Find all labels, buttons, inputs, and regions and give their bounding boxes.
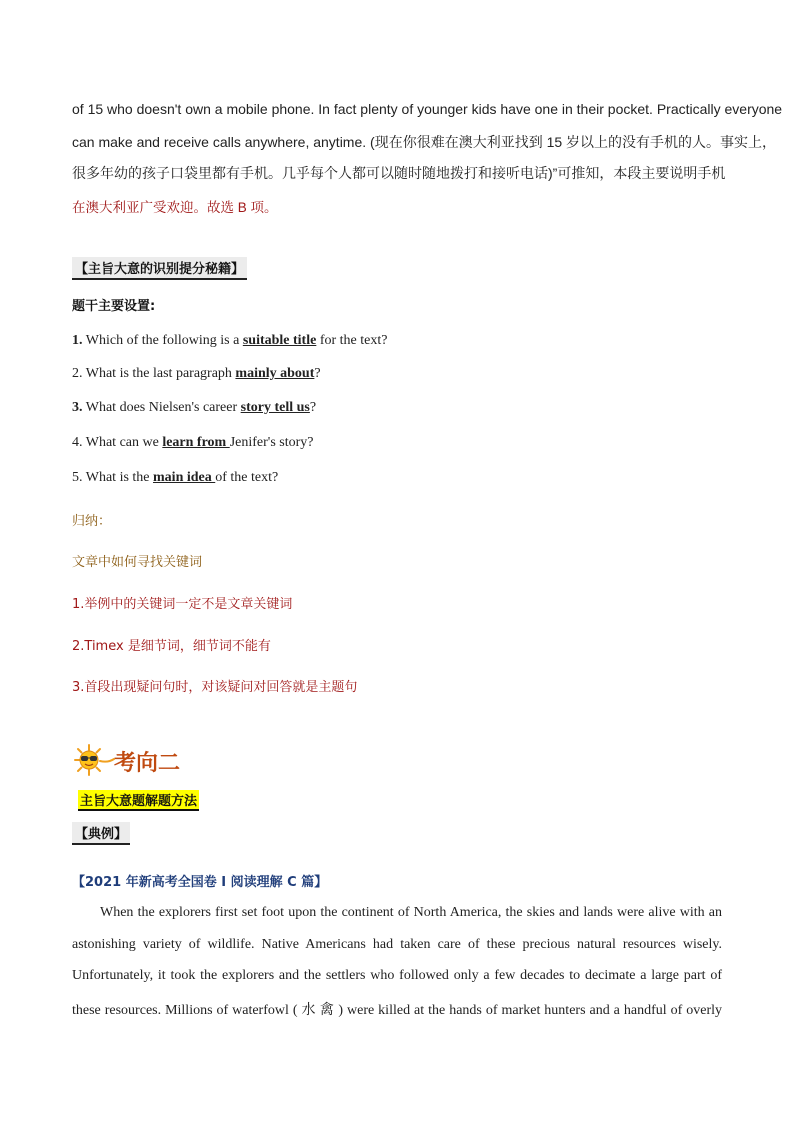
question-number: 4.: [72, 435, 83, 450]
question-text-end: for the text?: [316, 333, 388, 348]
question-2: [72, 366, 321, 382]
summary-item-3: 3.首段出现疑问句时，对该疑问对回答就是主题句: [72, 680, 358, 695]
intro-line-1: of 15 who doesn't own a mobile phone. In fact plenty of younger kids have one in their pocket. Practically everyone: [72, 101, 783, 117]
passage-line-2: astonishing variety of wildlife. Native Americans had taken care of these precious natural resources wisely.: [72, 937, 722, 952]
intro-line-4: 在澳大利亚广受欢迎。故选 B 项。: [72, 200, 278, 215]
question-keyword: main idea: [153, 470, 216, 485]
question-keyword: mainly about: [235, 366, 315, 381]
question-text: Which of the following is a: [82, 333, 243, 348]
tips-heading: 【主旨大意的识别提分秘籍】: [72, 257, 247, 280]
question-number: 2.: [72, 366, 83, 381]
question-4: [72, 435, 314, 451]
question-number: 3.: [72, 400, 83, 415]
passage-line-1: When the explorers first set foot upon the continent of North America, the skies and lands were alive with an: [100, 905, 722, 920]
question-keyword: learn from: [162, 435, 230, 450]
passage-line-3: Unfortunately, it took the explorers and the settlers who followed only a few decades to decimate a large part of: [72, 968, 722, 983]
question-text: What is the last paragraph: [82, 366, 236, 381]
section-title: 考向二: [114, 751, 181, 776]
passage-line-4: these resources. Millions of waterfowl ( 水 禽 ) were killed at the hands of market hunters and a handful of overly: [72, 1003, 722, 1018]
example-source: 【2021 年新高考全国卷 I 阅读理解 C 篇】: [72, 875, 328, 890]
question-text-end: Jenifer's story?: [229, 435, 314, 450]
summary-label: 归纳：: [72, 514, 112, 529]
summary-subtitle: 文章中如何寻找关键词: [72, 555, 203, 570]
question-text: What is the: [82, 470, 154, 485]
example-label: 【典例】: [72, 822, 130, 845]
question-text-end: ?: [314, 366, 321, 381]
question-number: 1.: [72, 333, 83, 348]
intro-line-2: can make and receive calls anywhere, anytime. (现在你很难在澳大利亚找到 15 岁以上的没有手机的人。事实上，: [72, 134, 777, 150]
question-5: [72, 470, 278, 486]
question-1: [72, 333, 387, 349]
stem-heading: 题干主要设置:: [72, 299, 156, 314]
section-subtitle: 主旨大意题解题方法: [78, 790, 199, 811]
question-3: [72, 400, 316, 416]
question-text-end: of the text?: [215, 470, 279, 485]
question-keyword: suitable title: [242, 333, 317, 348]
question-text: What can we: [82, 435, 163, 450]
sun-with-sunglasses-icon: [72, 743, 116, 777]
question-text: What does Nielsen's career: [82, 400, 241, 415]
question-number: 5.: [72, 470, 83, 485]
question-text-end: ?: [309, 400, 317, 415]
summary-item-2: 2.Timex 是细节词，细节词不能有: [72, 639, 271, 654]
intro-line-3: 很多年幼的孩子口袋里都有手机。几乎每个人都可以随时随地拨打和接听电话)”可推知，本段主要说明手机: [72, 165, 726, 181]
summary-item-1: 1.举例中的关键词一定不是文章关键词: [72, 597, 293, 612]
question-keyword: story tell us: [240, 400, 310, 415]
